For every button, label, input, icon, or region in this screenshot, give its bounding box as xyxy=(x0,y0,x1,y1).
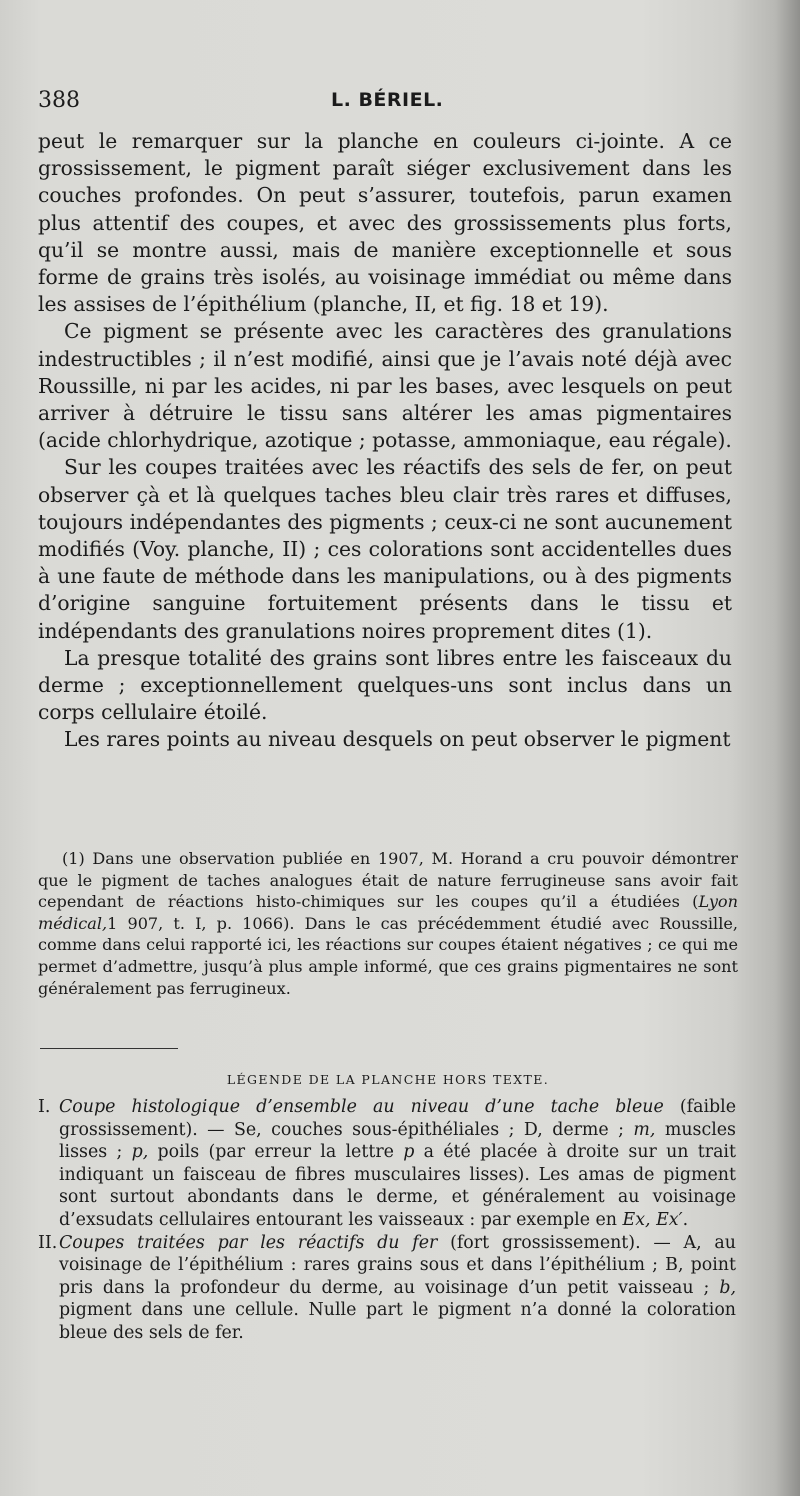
legend-abbrev-p: p, xyxy=(131,1142,149,1163)
footnote-journal: Lyon médical, xyxy=(38,892,738,933)
legend-item-1-heading: Coupe histologique d’ensemble au niveau d’une tache bleue xyxy=(59,1097,664,1117)
paragraph-iron-reactions: Sur les coupes traitées avec les réactifs des sels de fer, on peut observer çà et là quelques taches bleu clair très rares et diffuses, toujours indépendantes des pigments ; ceux-ci ne sont aucunement modifiés (Voy. planche, II) ; ces colorations sont accidentelles dues à une faute de méthode dans les manipulations, ou à des pigments d’origine sanguine fortuitement présents dans le tissu et indépendants des granulations noires proprement dites (1). xyxy=(38,455,732,643)
legend-item-1-text-e: . xyxy=(682,1209,689,1230)
legend-divider xyxy=(40,1048,178,1049)
legend-item-1-text-d: a été placée à droite sur un trait indiquant un faisceau de fibres musculaires lisses). Les amas de pigment sont surtout abondants dans le derme, et généralement au voisinage d’exsudats cellulaires entourant les vaisseaux : par exemple en xyxy=(59,1142,736,1230)
legend-item-1 xyxy=(38,1096,736,1232)
legend-abbrev-ex: Ex, Ex′ xyxy=(622,1209,683,1230)
legend-item-2-heading: Coupes traitées par les réactifs du fer xyxy=(59,1232,438,1253)
legend-item-2-marker: II. xyxy=(38,1232,58,1253)
legend-item-2 xyxy=(38,1232,736,1345)
page-header xyxy=(38,88,758,118)
legend-title: LÉGENDE DE LA PLANCHE HORS TEXTE. xyxy=(226,1072,550,1087)
body-text xyxy=(38,128,732,754)
legend-item-2-text-a: (fort grossissement). — A, au voisinage de l’épithélium : rares grains sous et dans l’épithélium ; B, point pris dans la profondeur du derme, au voisinage d’un petit vaisseau ; xyxy=(59,1232,736,1298)
legend-abbrev-b: b, xyxy=(719,1277,736,1298)
paragraph-grain-location: La presque totalité des grains sont libres entre les faisceaux du derme ; exceptionnellement quelques-uns sont inclus dans un corps cellulaire étoilé. xyxy=(38,645,732,725)
running-title: L. BÉRIEL. xyxy=(331,89,444,111)
legend-letter-p: p xyxy=(403,1142,415,1163)
legend-item-1-text-a: (faible grossissement). — Se, couches sous-épithéliales ; D, derme ; xyxy=(59,1097,737,1140)
paragraph-rare-points: Les rares points au niveau desquels on peut observer le pigment xyxy=(64,727,731,752)
legend-item-2-text-b: pigment dans une cellule. Nulle part le pigment n’a donné la coloration bleue des sels de fer. xyxy=(59,1300,736,1343)
page-number: 388 xyxy=(38,88,80,113)
footnote xyxy=(38,848,738,999)
plate-legend xyxy=(38,1096,736,1345)
legend-item-1-marker: I. xyxy=(38,1097,51,1117)
footnote-text-before: (1) Dans une observation publiée en 1907, M. Horand a cru pouvoir démontrer que le pigment de taches analogues était de nature ferrugineuse sans avoir fait cependant de réactions histo-chimiques sur les coupes qu’il a étudiées ( xyxy=(38,849,738,912)
paragraph-continuation: peut le remarquer sur la planche en couleurs ci-jointe. A ce grossissement, le pigment paraît siéger exclusivement dans les couches profondes. On peut s’assurer, toutefois, parun examen plus attentif des coupes, et avec des grossissements plus forts, qu’il se montre aussi, mais de manière exceptionnelle et sous forme de grains très isolés, au voisinage immédiat ou même dans les assises de l’épithélium (planche, II, et fig. 18 et 19). xyxy=(38,129,732,317)
paragraph-pigment-properties: Ce pigment se présente avec les caractères des granulations indestructibles ; il n’est modifié, ainsi que je l’avais noté déjà avec Roussille, ni par les acides, ni par les bases, avec lesquels on peut arriver à détruire le tissu sans altérer les amas pigmentaires (acide chlorhydrique, azotique ; potasse, ammoniaque, eau régale). xyxy=(38,319,732,453)
legend-item-1-text-b: muscles lisses ; xyxy=(59,1119,736,1163)
legend-abbrev-m: m, xyxy=(633,1119,656,1140)
legend-item-1-text-c: poils (par erreur la lettre xyxy=(148,1142,404,1163)
footnote-text-after: 1 907, t. I, p. 1066). Dans le cas précédemment étudié avec Roussille, comme dans celui rapporté ici, les réactions sur coupes étaient négatives ; ce qui me permet d’admettre, jusqu’à plus ample informé, que ces grains pigmentaires ne sont généralement pas ferrugineux. xyxy=(38,913,738,998)
